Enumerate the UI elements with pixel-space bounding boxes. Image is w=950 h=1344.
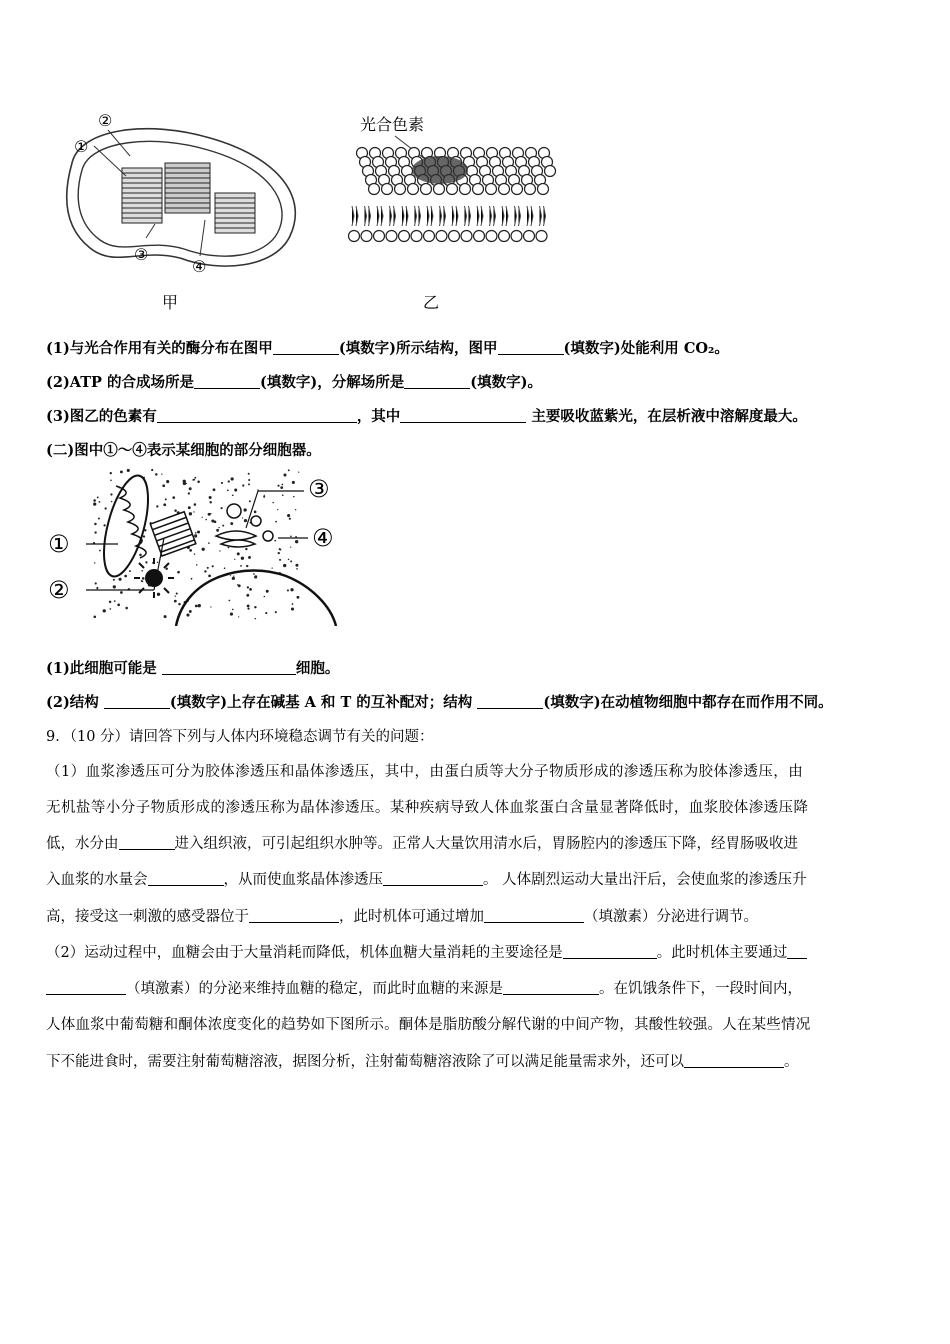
q2-line: (2)ATP 的合成场所是 (填数字)，分解场所是 (填数字)。: [46, 374, 542, 391]
q9-line-1: （1）血浆渗透压可分为胶体渗透压和晶体渗透压，其中，由蛋白质等大分子物质形成的渗透压称为胶体渗透压，由: [46, 764, 804, 780]
q9-header: 9．（10 分）请回答下列与人体内环境稳态调节有关的问题：: [46, 729, 434, 745]
organelle-label-1: ①: [48, 530, 70, 558]
q9-line-9: 下不能进食时，需要注射葡萄糖溶液，据图分析，注射葡萄糖溶液除了可以满足能量需求外，还可以 。: [46, 1054, 799, 1070]
label-2: ②: [98, 111, 113, 130]
q9-line-3: 低，水分由 进入组织液，可引起组织水肿等。正常人大量饮用清水后，胃肠腔内的渗透压下降，经胃肠吸收进: [46, 836, 798, 852]
organelle-label-2: ②: [48, 576, 70, 604]
q1-line: (1)与光合作用有关的酶分布在图甲 (填数字)所示结构，图甲 (填数字)处能利用 CO₂。: [46, 340, 729, 357]
cell-organelles-figure: [46, 466, 346, 626]
sub1-line: (1)此细胞可能是 细胞。: [46, 660, 340, 677]
q9-line-2: 无机盐等小分子物质形成的渗透压称为晶体渗透压。某种疾病导致人体血浆蛋白含量显著降低时，血浆胶体渗透压降: [46, 800, 809, 816]
pigment-label: 光合色素: [360, 115, 425, 134]
caption-yi: 乙: [423, 293, 440, 312]
q9-line-7: （填激素）的分泌来维持血糖的稳定，而此时血糖的来源是 。在饥饿条件下，一段时间内，: [46, 977, 908, 998]
chloroplast-figure: [60, 108, 310, 283]
q9-line-5: 高，接受这一刺激的感受器位于 ，此时机体可通过增加 （填激素）分泌进行调节。: [46, 909, 758, 925]
q9-line-8: 人体血浆中葡萄糖和酮体浓度变化的趋势如下图所示。酮体是脂肪酸分解代谢的中间产物，其酸性较强。人在某些情况: [46, 1017, 811, 1033]
part2-heading: (二)图中①～④表示某细胞的部分细胞器。: [46, 442, 321, 459]
caption-jia: 甲: [162, 293, 179, 312]
label-4: ④: [192, 257, 207, 276]
label-1: ①: [74, 137, 89, 156]
organelle-label-4: ④: [312, 524, 334, 552]
sub2-line: (2)结构 (填数字)上存在碱基 A 和 T 的互补配对；结构 (填数字)在动植物细胞中都存在而作用不同。: [46, 694, 833, 711]
organelle-label-3: ③: [308, 475, 330, 503]
thylakoid-membrane-figure: [340, 108, 560, 258]
q3-line: (3)图乙的色素有 ，其中 主要吸收蓝紫光，在层析液中溶解度最大。: [46, 408, 807, 425]
q9-line-4: 入血浆的水量会 ，从而使血浆晶体渗透压 。 人体剧烈运动大量出汗后，会使血浆的渗透压升: [46, 872, 807, 888]
label-3: ③: [134, 245, 149, 264]
q9-line-6: （2）运动过程中，血糖会由于大量消耗而降低，机体血糖大量消耗的主要途径是 。此时机体主要通过: [46, 941, 908, 962]
